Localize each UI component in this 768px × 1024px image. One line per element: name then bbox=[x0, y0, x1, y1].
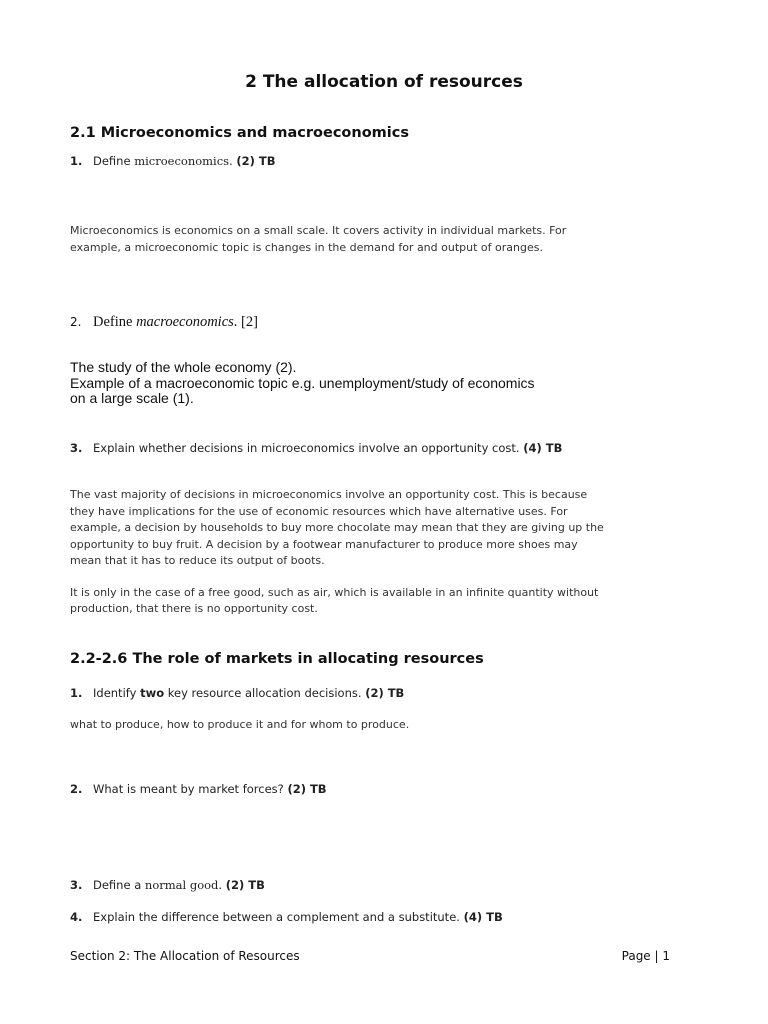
question-define-microeconomics bbox=[70, 154, 276, 168]
answer-decisions bbox=[70, 717, 610, 734]
question-suffix: . bbox=[229, 154, 237, 168]
question-text: What is meant by market forces? bbox=[93, 782, 288, 796]
footer-page-number: Page | 1 bbox=[621, 949, 670, 963]
question-prefix: Define bbox=[93, 314, 137, 330]
question-prefix: Identify bbox=[93, 686, 141, 700]
question-suffix: key resource allocation decisions. bbox=[164, 686, 366, 700]
footer-section-title: Section 2: The Allocation of Resources bbox=[70, 949, 300, 963]
question-number: 2. bbox=[70, 782, 83, 796]
answer-opportunity-cost bbox=[70, 487, 610, 618]
section-heading-markets: 2.2-2.6 The role of markets in allocating resources bbox=[70, 651, 484, 667]
question-number: 4. bbox=[70, 910, 83, 924]
answer-paragraph: The vast majority of decisions in microeconomics involve an opportunity cost. This is because they have implications for the use of economic resources which have alternative uses. For example, a decision by households to buy more chocolate may mean that they are giving up the opportunity to buy fruit. A decision by a footwear manufacturer to produce more shoes may mean that it has to reduce its output of boots. bbox=[70, 488, 604, 567]
answer-paragraph: what to produce, how to produce it and for whom to produce. bbox=[70, 718, 410, 731]
question-number: 3. bbox=[70, 878, 83, 892]
question-marks: (2) TB bbox=[225, 878, 265, 892]
question-normal-good bbox=[70, 878, 265, 892]
question-suffix: . bbox=[218, 878, 226, 892]
question-define-macroeconomics bbox=[70, 314, 258, 331]
answer-microeconomics bbox=[70, 223, 610, 256]
question-text: Explain whether decisions in microeconomics involve an opportunity cost. bbox=[93, 441, 524, 455]
question-bold-word: two bbox=[140, 686, 165, 700]
answer-paragraph: Microeconomics is economics on a small scale. It covers activity in individual markets. For example, a microeconomic topic is changes in the demand for and output of oranges. bbox=[70, 224, 567, 254]
question-complement-substitute bbox=[70, 910, 503, 924]
question-suffix: . [2] bbox=[233, 314, 258, 330]
answer-paragraph: It is only in the case of a free good, such as air, which is available in an infinite quantity without production, that there is no opportunity cost. bbox=[70, 585, 599, 615]
question-opportunity-cost bbox=[70, 441, 562, 455]
question-marks: (4) TB bbox=[463, 910, 503, 924]
section-heading-microeconomics: 2.1 Microeconomics and macroeconomics bbox=[70, 125, 409, 141]
question-number: 1. bbox=[70, 686, 83, 700]
question-prefix: Define bbox=[93, 154, 135, 168]
answer-line: The study of the whole economy (2). bbox=[70, 359, 297, 375]
question-marks: (4) TB bbox=[523, 441, 563, 455]
page-title: 2 The allocation of resources bbox=[245, 72, 523, 92]
question-term: macroeconomics bbox=[136, 314, 234, 330]
question-marks: (2) TB bbox=[287, 782, 327, 796]
answer-line: Example of a macroeconomic topic e.g. unemployment/study of economics bbox=[70, 374, 535, 391]
question-term: microeconomics bbox=[134, 154, 230, 168]
question-number: 2. bbox=[70, 315, 82, 329]
question-term: normal good bbox=[144, 878, 219, 892]
question-marks: (2) TB bbox=[365, 686, 405, 700]
answer-line: on a large scale (1). bbox=[70, 390, 194, 406]
question-text: Explain the difference between a complement and a substitute. bbox=[93, 910, 464, 924]
answer-macroeconomics bbox=[70, 360, 570, 407]
question-market-forces bbox=[70, 782, 327, 796]
question-number: 3. bbox=[70, 441, 83, 455]
question-number: 1. bbox=[70, 154, 83, 168]
question-marks: (2) TB bbox=[236, 154, 276, 168]
question-prefix: Define a bbox=[93, 878, 145, 892]
question-identify-decisions bbox=[70, 686, 404, 700]
